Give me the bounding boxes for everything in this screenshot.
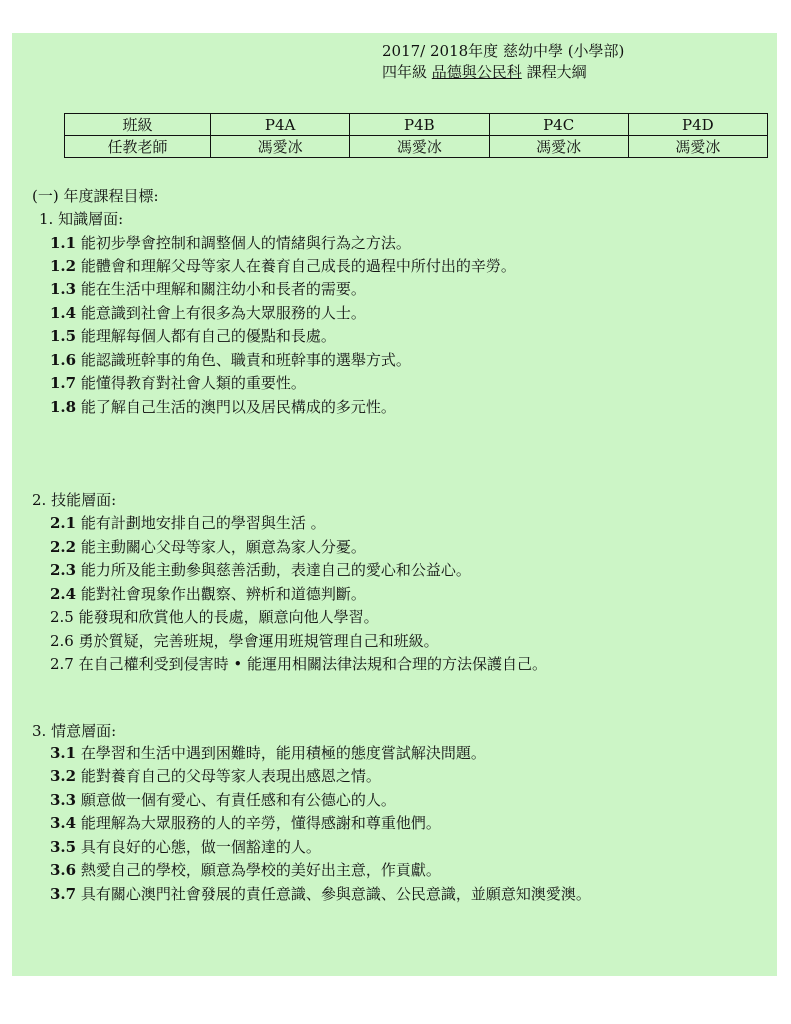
list-item: 3.1 在學習和生活中遇到困難時，能用積極的態度嘗試解決問題。	[50, 744, 486, 762]
list-item: 3.5 具有良好的心態，做一個豁達的人。	[50, 838, 321, 856]
list-item: 2.7 在自己權利受到侵害時 • 能運用相關法律法規和合理的方法保護自己。	[50, 655, 548, 673]
list-item: 1.4 能意識到社會上有很多為大眾服務的人士。	[50, 304, 366, 322]
list-item: 1.7 能懂得教育對社會人類的重要性。	[50, 374, 306, 392]
table-cell: 馮愛冰	[489, 136, 628, 158]
list-item: 2.5 能發現和欣賞他人的長處，願意向他人學習。	[50, 608, 379, 626]
list-item: 1.3 能在生活中理解和關注幼小和長者的需要。	[50, 280, 366, 298]
table-cell: 馮愛冰	[350, 136, 489, 158]
knowledge-title: 1. 知識層面:	[39, 210, 124, 228]
header-suffix: 課程大綱	[521, 63, 587, 81]
list-item: 1.5 能理解每個人都有自己的優點和長處。	[50, 327, 336, 345]
table-cell: 馮愛冰	[211, 136, 350, 158]
list-item: 1.1 能初步學會控制和調整個人的情緒與行為之方法。	[50, 234, 411, 252]
list-item: 3.7 具有關心澳門社會發展的責任意識、參與意識、公民意識，並願意知澳愛澳。	[50, 885, 591, 903]
list-item: 2.2 能主動關心父母等家人，願意為家人分憂。	[50, 538, 366, 556]
table-cell: 馮愛冰	[628, 136, 767, 158]
header-school-line: 2017/ 2018年度 慈幼中學 (小學部)	[382, 42, 625, 60]
list-item: 3.2 能對養育自己的父母等家人表現出感恩之情。	[50, 767, 381, 785]
section-title: (一) 年度課程目標:	[32, 187, 159, 205]
table-cell: P4C	[489, 114, 628, 136]
table-cell: P4D	[628, 114, 767, 136]
table-cell: P4A	[211, 114, 350, 136]
list-item: 1.8 能了解自己生活的澳門以及居民構成的多元性。	[50, 398, 396, 416]
table-cell: 任教老師	[65, 136, 211, 158]
header-grade: 四年級	[382, 63, 432, 81]
list-item: 3.6 熱愛自己的學校，願意為學校的美好出主意，作貢獻。	[50, 861, 441, 879]
list-item: 2.3 能力所及能主動參與慈善活動，表達自己的愛心和公益心。	[50, 561, 471, 579]
list-item: 2.4 能對社會現象作出觀察、辨析和道德判斷。	[50, 585, 366, 603]
list-item: 3.3 願意做一個有愛心、有責任感和有公德心的人。	[50, 791, 396, 809]
header-subject: 品德與公民科	[431, 63, 522, 81]
skills-title: 2. 技能層面:	[32, 491, 117, 509]
list-item: 1.6 能認識班幹事的角色、職責和班幹事的選舉方式。	[50, 351, 411, 369]
affective-title: 3. 情意層面:	[32, 722, 117, 740]
list-item: 3.4 能理解為大眾服務的人的辛勞，懂得感謝和尊重他們。	[50, 814, 441, 832]
document-page	[12, 33, 777, 976]
table-cell: P4B	[350, 114, 489, 136]
list-item: 2.6 勇於質疑，完善班規，學會運用班規管理自己和班級。	[50, 632, 439, 650]
list-item: 1.2 能體會和理解父母等家人在養育自己成長的過程中所付出的辛勞。	[50, 257, 516, 275]
list-item: 2.1 能有計劃地安排自己的學習與生活 。	[50, 514, 326, 532]
table-cell: 班級	[65, 114, 211, 136]
course-objectives	[12, 33, 777, 976]
